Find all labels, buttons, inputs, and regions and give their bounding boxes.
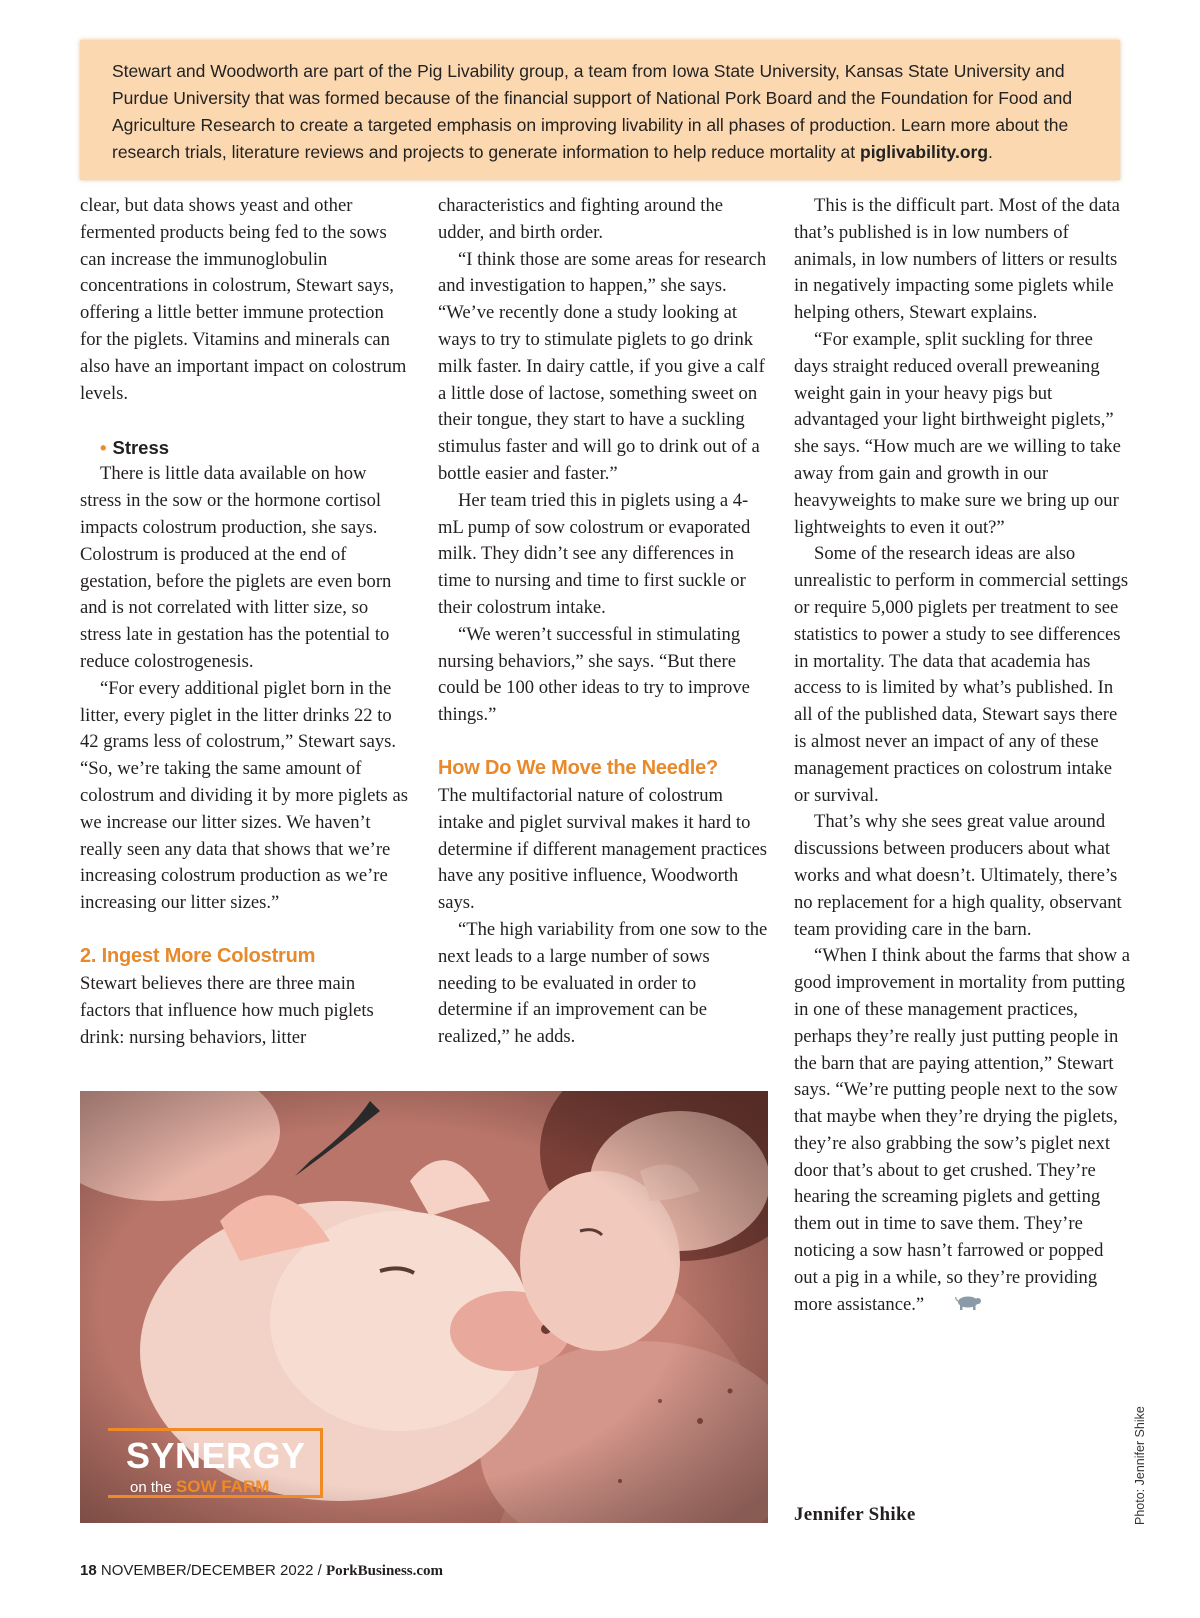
paragraph: That’s why she sees great value around discussions between producers about what works and what doesn’t. Ultimately, there’s no replacement for a high quality, observant team providing care in the barn. <box>794 811 1122 940</box>
photo-credit: Photo: Jennifer Shike <box>1133 1406 1147 1525</box>
logo-title: SYNERGY <box>126 1435 306 1476</box>
paragraph: This is the difficult part. Most of the data that’s published is in low numbers of animals, in low numbers of litters or results in negatively impacting some piglets while helping others, Stewart explains. <box>794 195 1120 324</box>
logo-subtitle <box>130 1477 269 1497</box>
callout-text: Stewart and Woodworth are part of the Pig Livability group, a team from Iowa State University, Kansas State University and Purdue University that was formed because of the financial support of National Pork Board and the Foundation for Food and Agriculture Research to create a targeted emphasis on improving livability in all phases of production. Learn more about the research trials, literature reviews and projects to generate information to help reduce mortality at <box>112 61 1073 162</box>
author-byline: Jennifer Shike <box>794 1504 916 1525</box>
pig-end-icon <box>934 1292 982 1319</box>
article-column-3 <box>794 193 1130 1319</box>
paragraph: characteristics and fighting around the udder, and birth order. <box>438 195 723 243</box>
logo-subtitle-accent: SOW FARM <box>175 1477 270 1496</box>
subhead-label: Stress <box>112 437 170 459</box>
bullet-icon: • <box>100 437 107 459</box>
paragraph: There is little data available on how stress in the sow or the hormone cortisol impacts colostrum production, she says. Colostrum is produced at the end of gestation, before the piglets are even born and is not correlated with litter size, so stress late in gestation has the potential to reduce colostrogenesis. <box>80 463 392 672</box>
paragraph: “For example, split suckling for three days straight reduced overall preweaning weight gain in your heavy pigs but advantaged your light birthweight piglets,” she says. “How much are we willing to take away from gain and growth in our heavyweights to make sure we bring up our lightweights to even it out?” <box>794 328 1121 538</box>
section-heading: 2. Ingest More Colostrum <box>80 944 316 967</box>
paragraph: Stewart believes there are three main factors that influence how much piglets drink: nursing behaviors, litter <box>80 972 374 1048</box>
paragraph: “The high variability from one sow to the next leads to a large number of sows needing to be evaluated in order to determine if an improvement can be realized,” he adds. <box>438 918 768 1048</box>
article-column-1 <box>80 193 410 1051</box>
paragraph: The multifactorial nature of colostrum intake and piglet survival makes it hard to determine if different management practices have any positive influence, Woodworth says. <box>438 784 768 914</box>
callout-link[interactable]: piglivability.org <box>860 142 989 162</box>
paragraph: clear, but data shows yeast and other fermented products being fed to the sows can increase the immunoglobulin concentrations in colostrum, Stewart says, offering a little better immune protection for the piglets. Vitamins and minerals can also have an important impact on colostrum levels. <box>80 195 407 404</box>
paragraph: Some of the research ideas are also unrealistic to perform in commercial settings or require 5,000 piglets per treatment to see statistics to power a study to see differences in mortality. The data that academia has access to is limited by what’s published. In all of the published data, Stewart says there is almost never an impact of any of these management practices on colostrum intake or survival. <box>794 543 1129 806</box>
paragraph: Her team tried this in piglets using a 4-mL pump of sow colostrum or evaporated milk. They didn’t see any differences in time to nursing and time to first suckle or their colostrum intake. <box>438 489 751 618</box>
footer-separator: / <box>313 1562 326 1579</box>
paragraph-text: “When I think about the farms that show a good improvement in mortality from putting in one of these management practices, perhaps they’re really just putting people in the barn that are paying attention,” Stewart says. “We’re putting people next to the sow that maybe when they’re drying the piglets, they’re also grabbing the sow’s piglet next door that’s about to get crushed. They’re hearing the screaming piglets and getting them out in time to save them. They’re noticing a sow hasn’t farrowed or popped out a pig in a while, so they’re providing more assistance.” <box>794 945 1131 1315</box>
section-heading: How Do We Move the Needle? <box>438 756 719 779</box>
callout-end: . <box>988 142 993 162</box>
page-number: 18 <box>80 1562 97 1579</box>
article-column-2 <box>438 193 768 1051</box>
piglet-photo <box>80 1091 768 1523</box>
paragraph: “We weren’t successful in stimulating nursing behaviors,” she says. “But there could be 100 other ideas to try to improve things.” <box>438 623 750 726</box>
info-callout-box <box>80 40 1120 180</box>
synergy-logo <box>108 1428 323 1498</box>
issue-date: NOVEMBER/DECEMBER 2022 <box>100 1562 314 1579</box>
subhead-stress <box>100 435 410 461</box>
paragraph <box>794 943 1130 1318</box>
site-name[interactable]: PorkBusiness.com <box>325 1563 444 1579</box>
paragraph: “I think those are some areas for research and investigation to happen,” she says. “We’ve recently done a study looking at ways to try to stimulate piglets to go drink milk faster. In dairy cattle, if you give a calf a little dose of lactose, something sweet on their tongue, they start to have a suckling stimulus faster and will go to drink out of a bottle easier and faster.” <box>438 248 767 484</box>
logo-subtitle-prefix: on the <box>130 1479 172 1496</box>
paragraph: “For every additional piglet born in the litter, every piglet in the litter drinks 22 to 42 grams less of colostrum,” Stewart says. “So, we’re taking the same amount of colostrum and dividing it by more piglets as we increase our litter sizes. We haven’t really seen any data that shows that we’re increasing colostrum production as we’re increasing our litter sizes.” <box>80 677 408 914</box>
page-footer <box>80 1562 443 1580</box>
